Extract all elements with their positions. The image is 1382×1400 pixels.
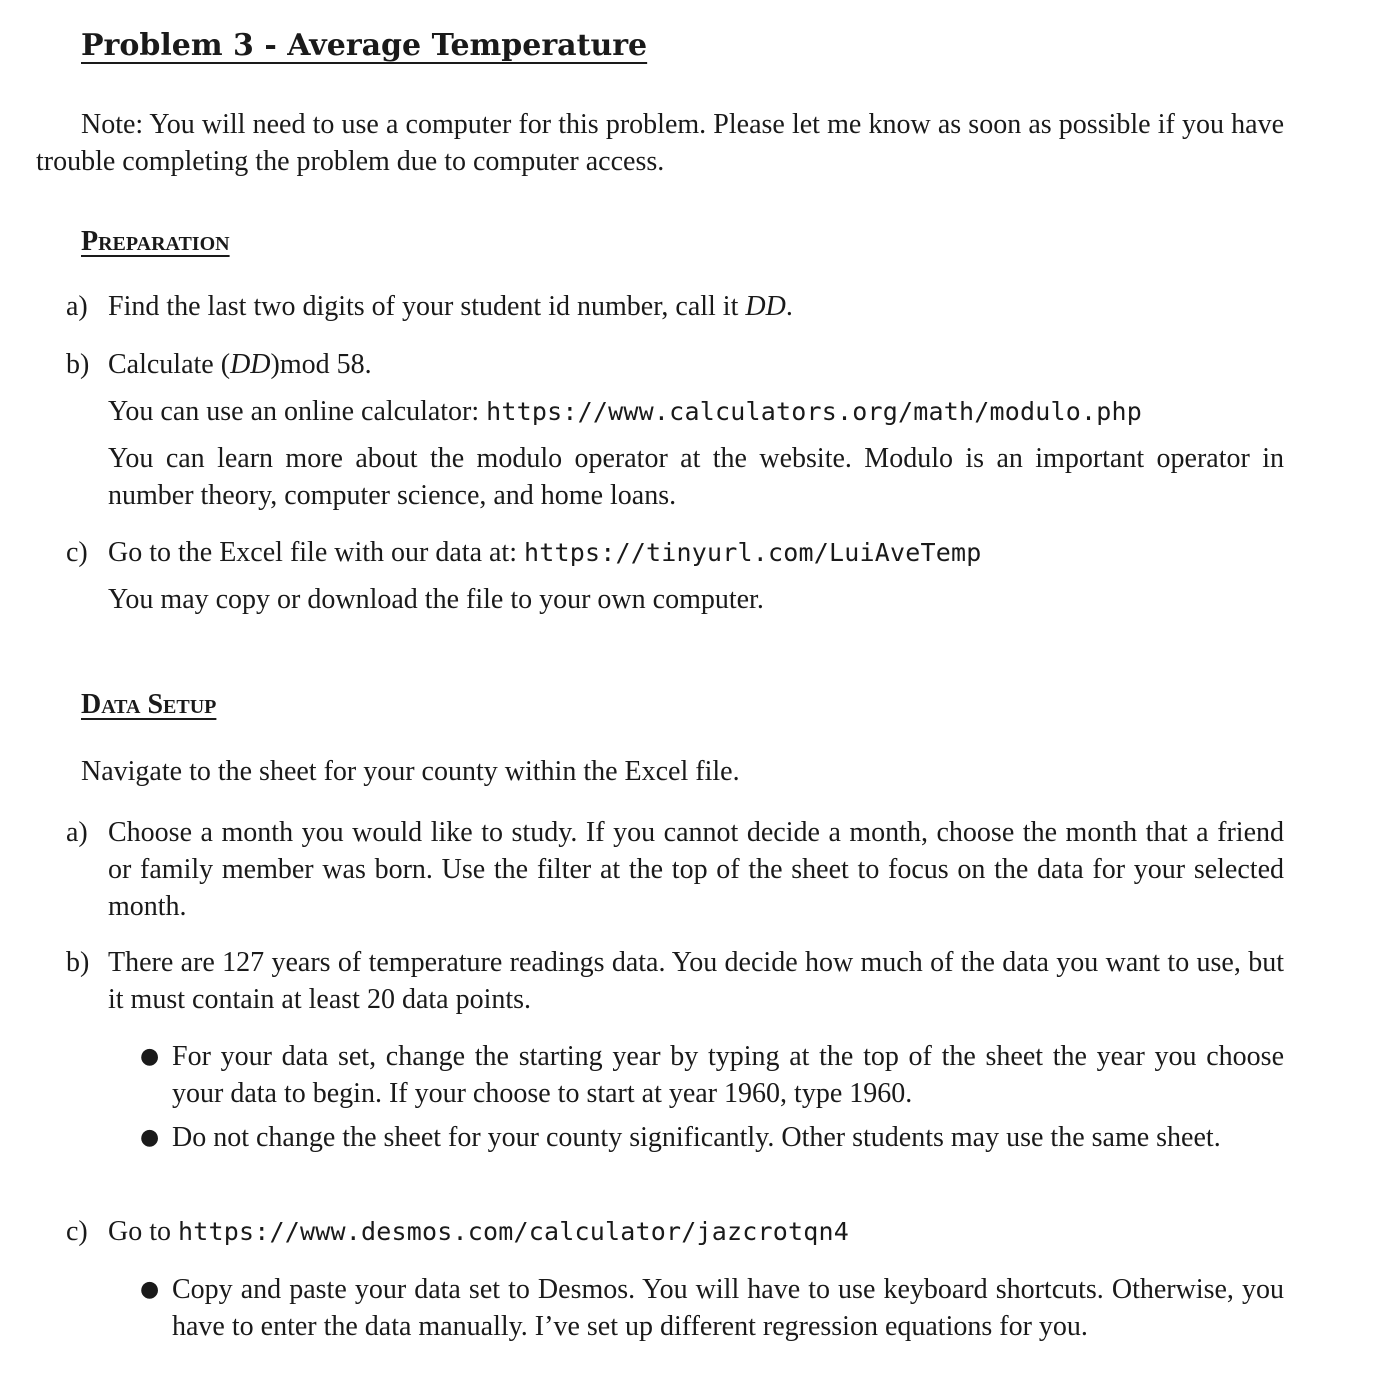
bullet-text: Do not change the sheet for your county significantly. Other students may use the same sheet. (172, 1122, 1221, 1153)
item-text-post: )mod 58. (270, 349, 372, 380)
item-label: c) (66, 1216, 88, 1247)
data-setup-heading: Data Setup (81, 689, 217, 720)
prep-item-a (66, 288, 1284, 325)
modulo-paragraph: You can learn more about the modulo operator at the website. Modulo is an important operator in number theory, computer science, and home loans. (108, 443, 1284, 511)
prep-item-c (66, 534, 1284, 571)
setup-item-c (66, 1213, 1284, 1250)
bullet-text: For your data set, change the starting year by typing at the top of the sheet the year you choose your data to begin. If your choose to start at year 1960, type 1960. (172, 1041, 1284, 1109)
bullet-item (140, 1271, 1284, 1345)
item-label: a) (66, 817, 88, 848)
note-paragraph: Note: You will need to use a computer for this problem. Please let me know as soon as possible if you have trouble completing the problem due to computer access. (36, 109, 1284, 177)
bullet-icon: ● (140, 1277, 160, 1302)
bullet-icon: ● (140, 1125, 160, 1150)
data-setup-intro: Navigate to the sheet for your county within the Excel file. (81, 756, 740, 787)
preparation-heading: Preparation (81, 226, 230, 257)
desmos-link[interactable]: https://www.desmos.com/calculator/jazcrotqn4 (178, 1217, 850, 1246)
excel-file-link[interactable]: https://tinyurl.com/LuiAveTemp (523, 538, 982, 567)
item-label: b) (66, 349, 90, 380)
calculator-link[interactable]: https://www.calculators.org/math/modulo.php (486, 397, 1142, 426)
setup-item-a (66, 814, 1284, 925)
item-end: . (785, 291, 793, 322)
item-text: There are 127 years of temperature readings data. You decide how much of the data you want to use, but it must contain at least 20 data points. (108, 947, 1284, 1015)
item-text: Find the last two digits of your student id number, call it (108, 291, 746, 322)
prep-item-b (66, 346, 1284, 383)
page-title: Problem 3 - Average Temperature (81, 28, 648, 63)
item-text: Go to the Excel file with our data at: (108, 537, 524, 568)
bullet-icon: ● (140, 1044, 160, 1069)
item-text-pre: Calculate ( (108, 349, 231, 380)
item-label: c) (66, 537, 88, 568)
calculator-line (108, 393, 1284, 430)
item-text: Choose a month you would like to study. If you cannot decide a month, choose the month that a friend or family member was born. Use the filter at the top of the sheet to focus on the data for your selected month. (108, 817, 1284, 922)
variable-dd: DD (230, 349, 271, 380)
bullet-item (140, 1038, 1284, 1112)
bullet-item (140, 1119, 1284, 1156)
bullet-text: Copy and paste your data set to Desmos. You will have to use keyboard shortcuts. Otherwise, you have to enter the data manually. I’ve set up different regression equations for you. (172, 1274, 1284, 1342)
item-text: Go to (108, 1216, 178, 1247)
setup-item-b (66, 944, 1284, 1018)
item-label: b) (66, 947, 90, 978)
item-label: a) (66, 291, 88, 322)
copy-paragraph: You may copy or download the file to your own computer. (108, 584, 764, 615)
calculator-text: You can use an online calculator: (108, 396, 487, 427)
variable-dd: DD (745, 291, 786, 322)
